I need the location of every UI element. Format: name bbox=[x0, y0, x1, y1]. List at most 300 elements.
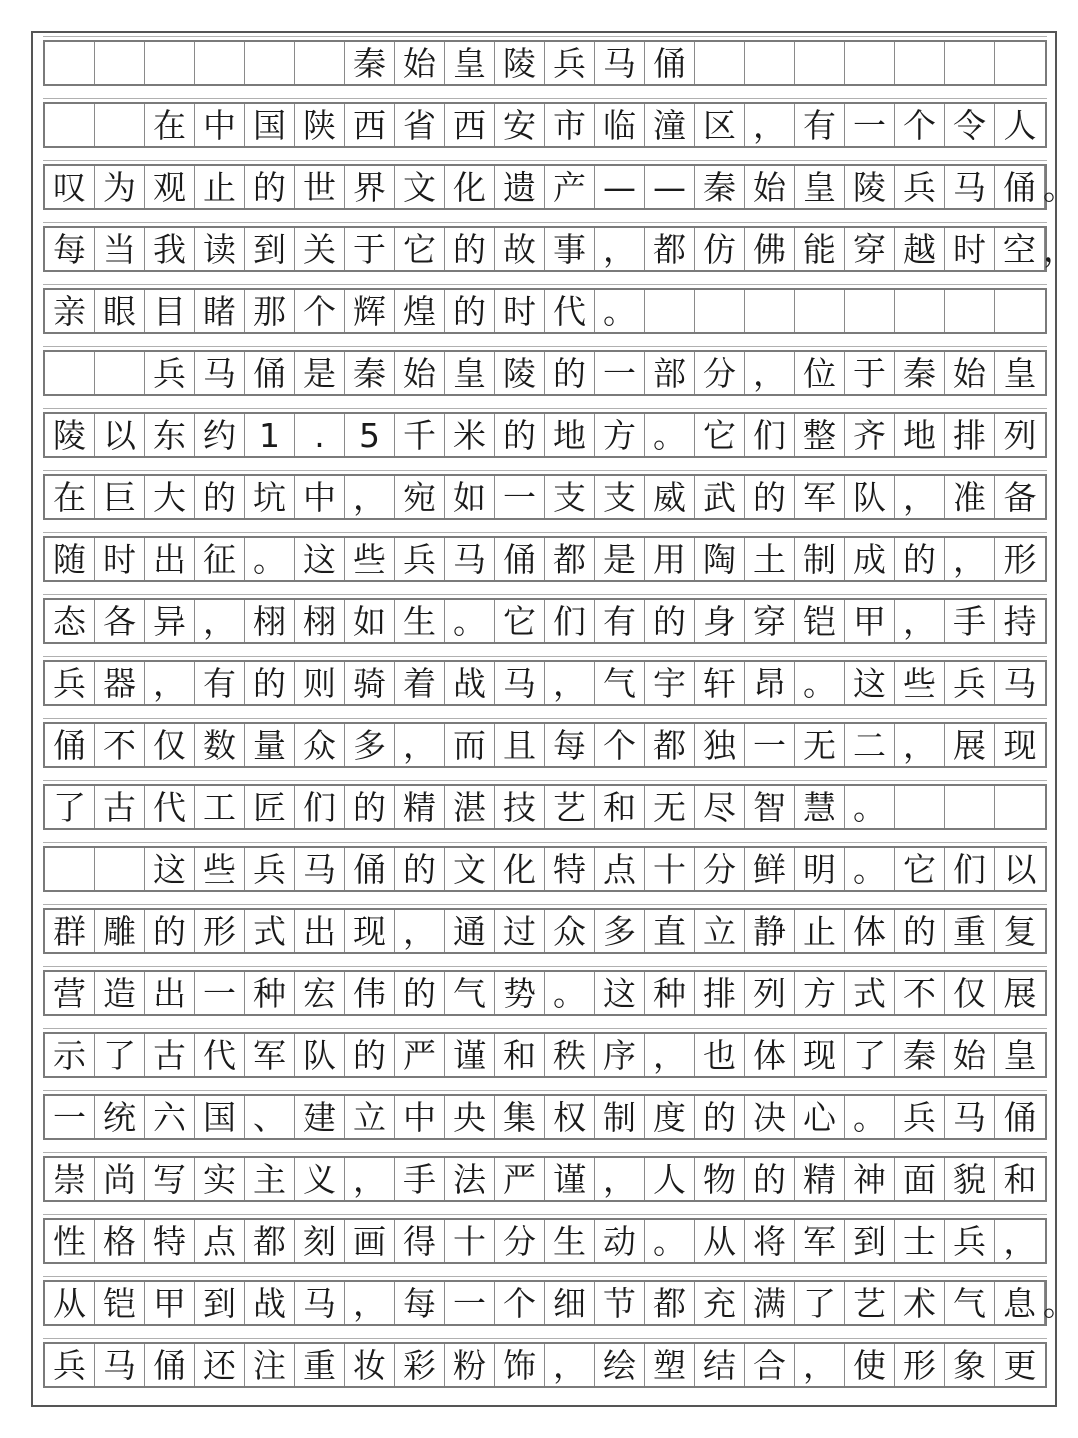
grid-cell: 军 bbox=[795, 1220, 845, 1262]
grid-cell: 二 bbox=[845, 724, 895, 766]
grid-cell: 伟 bbox=[345, 972, 395, 1014]
grid-cell: 马 bbox=[945, 166, 995, 208]
grid-cell bbox=[995, 290, 1045, 332]
grid-cell: 个 bbox=[295, 290, 345, 332]
grid-cell: 们 bbox=[745, 414, 795, 456]
grid-cell: 点 bbox=[195, 1220, 245, 1262]
grid-cell: 雕 bbox=[95, 910, 145, 952]
grid-cell: 佛 bbox=[745, 228, 795, 270]
grid-cell: 形 bbox=[195, 910, 245, 952]
grid-cell: 能 bbox=[795, 228, 845, 270]
grid-cell: 则 bbox=[295, 662, 345, 704]
grid-cell: 战 bbox=[245, 1282, 295, 1324]
grid-cell: 到 bbox=[845, 1220, 895, 1262]
title-cell: 皇 bbox=[445, 42, 495, 84]
grid-cell: 得 bbox=[395, 1220, 445, 1262]
grid-cell: 准 bbox=[945, 476, 995, 518]
grid-cell bbox=[95, 352, 145, 394]
grid-cell: 它 bbox=[695, 414, 745, 456]
grid-cell: 特 bbox=[145, 1220, 195, 1262]
grid-cell: 一 bbox=[845, 104, 895, 146]
grid-cell: 以 bbox=[1003, 849, 1037, 889]
title-cell bbox=[195, 42, 245, 84]
grid-cell: 匠 bbox=[245, 786, 295, 828]
grid-cell: 艺 bbox=[545, 786, 595, 828]
grid-cell: 战 bbox=[445, 662, 495, 704]
grid-cell: 的 bbox=[245, 166, 295, 208]
grid-cell: 注 bbox=[245, 1344, 295, 1386]
grid-cell: 安 bbox=[495, 104, 545, 146]
grid-cell: 神 bbox=[845, 1158, 895, 1200]
grid-cell: 更 bbox=[1003, 1345, 1037, 1385]
grid-cell: 艺 bbox=[845, 1282, 895, 1324]
grid-cell: 栩 bbox=[295, 600, 345, 642]
grid-cell: 亲 bbox=[45, 290, 95, 332]
grid-cell: 精 bbox=[395, 786, 445, 828]
grid-cell: 事 bbox=[545, 228, 595, 270]
grid-cell bbox=[745, 290, 795, 332]
grid-cell: 穿 bbox=[745, 600, 795, 642]
grid-cell: 兵 bbox=[945, 662, 995, 704]
grid-cell: 始 bbox=[945, 352, 995, 394]
grid-cell: 是 bbox=[295, 352, 345, 394]
grid-cell: 秦 bbox=[895, 352, 945, 394]
grid-cell: 骑 bbox=[345, 662, 395, 704]
grid-cell: 过 bbox=[495, 910, 545, 952]
grid-cell: 士 bbox=[895, 1220, 945, 1262]
grid-cell: 统 bbox=[95, 1096, 145, 1138]
grid-cell: 地 bbox=[895, 414, 945, 456]
grid-cell: 为 bbox=[95, 166, 145, 208]
grid-cell: 制 bbox=[795, 538, 845, 580]
grid-cell: 那 bbox=[245, 290, 295, 332]
grid-cell: 们 bbox=[945, 848, 995, 890]
grid-cell: 始 bbox=[395, 352, 445, 394]
grid-cell: 兵 bbox=[895, 1096, 945, 1138]
grid-cell: 个 bbox=[595, 724, 645, 766]
grid-cell: 到 bbox=[245, 228, 295, 270]
grid-cell: 建 bbox=[295, 1096, 345, 1138]
grid-cell: ， bbox=[745, 352, 795, 394]
grid-cell: 皇 bbox=[795, 166, 845, 208]
title-row bbox=[43, 40, 1047, 86]
grid-cell: 不 bbox=[95, 724, 145, 766]
grid-cell: 的 bbox=[495, 414, 545, 456]
grid-cell: 界 bbox=[345, 166, 395, 208]
grid-row bbox=[43, 288, 1047, 334]
grid-cell: 法 bbox=[445, 1158, 495, 1200]
grid-cell: 的 bbox=[445, 228, 495, 270]
grid-cell: 尚 bbox=[95, 1158, 145, 1200]
grid-cell: 集 bbox=[495, 1096, 545, 1138]
grid-cell: 地 bbox=[545, 414, 595, 456]
grid-cell: 序 bbox=[595, 1034, 645, 1076]
grid-cell: 使 bbox=[845, 1344, 895, 1386]
grid-cell: 崇 bbox=[45, 1158, 95, 1200]
grid-cell: 展 bbox=[945, 724, 995, 766]
grid-cell: — bbox=[595, 166, 645, 208]
grid-cell: 写 bbox=[145, 1158, 195, 1200]
grid-cell: 明 bbox=[795, 848, 845, 890]
grid-cell: 精 bbox=[795, 1158, 845, 1200]
grid-cell: ， bbox=[395, 724, 445, 766]
grid-cell: 俑 bbox=[1003, 1097, 1037, 1137]
grid-cell: 国 bbox=[245, 104, 295, 146]
grid-cell: 六 bbox=[145, 1096, 195, 1138]
grid-cell: 结 bbox=[695, 1344, 745, 1386]
grid-cell: 满 bbox=[745, 1282, 795, 1324]
grid-cell bbox=[795, 290, 845, 332]
margin-punctuation: ， bbox=[1043, 230, 1076, 269]
grid-cell: ， bbox=[545, 662, 595, 704]
grid-cell: 。 bbox=[845, 1096, 895, 1138]
grid-cell: 时 bbox=[95, 538, 145, 580]
grid-cell: ， bbox=[895, 724, 945, 766]
grid-row bbox=[43, 908, 1047, 954]
grid-cell: 兵 bbox=[145, 352, 195, 394]
grid-cell: 。 bbox=[245, 538, 295, 580]
grid-cell: 千 bbox=[395, 414, 445, 456]
grid-cell: 了 bbox=[795, 1282, 845, 1324]
grid-cell: 们 bbox=[545, 600, 595, 642]
grid-cell: 些 bbox=[195, 848, 245, 890]
grid-cell: 随 bbox=[45, 538, 95, 580]
grid-cell: 器 bbox=[95, 662, 145, 704]
grid-cell: 的 bbox=[345, 786, 395, 828]
grid-cell bbox=[845, 290, 895, 332]
grid-cell: 甲 bbox=[145, 1282, 195, 1324]
grid-cell: 手 bbox=[945, 600, 995, 642]
grid-cell: 我 bbox=[145, 228, 195, 270]
grid-cell: 5 bbox=[345, 414, 395, 456]
grid-cell: 都 bbox=[645, 724, 695, 766]
title-cell bbox=[995, 42, 1045, 84]
grid-cell: 用 bbox=[645, 538, 695, 580]
grid-cell: 排 bbox=[945, 414, 995, 456]
grid-row bbox=[43, 1156, 1047, 1202]
grid-cell: 世 bbox=[295, 166, 345, 208]
grid-cell: 俑 bbox=[245, 352, 295, 394]
grid-cell: 陶 bbox=[695, 538, 745, 580]
composition-grid bbox=[43, 40, 1076, 1404]
grid-cell: 文 bbox=[445, 848, 495, 890]
grid-cell: 它 bbox=[895, 848, 945, 890]
grid-cell: 兵 bbox=[45, 662, 95, 704]
grid-cell: 粉 bbox=[445, 1344, 495, 1386]
grid-cell: 些 bbox=[895, 662, 945, 704]
grid-cell: 陕 bbox=[295, 104, 345, 146]
title-cell bbox=[145, 42, 195, 84]
grid-cell: 方 bbox=[795, 972, 845, 1014]
grid-cell: 队 bbox=[295, 1034, 345, 1076]
grid-cell: 生 bbox=[545, 1220, 595, 1262]
margin-punctuation: 。 bbox=[1043, 168, 1076, 207]
grid-cell: 的 bbox=[395, 972, 445, 1014]
grid-cell: 实 bbox=[195, 1158, 245, 1200]
grid-cell: 中 bbox=[295, 476, 345, 518]
grid-row bbox=[43, 1032, 1047, 1078]
grid-cell: 俑 bbox=[995, 166, 1045, 208]
grid-cell: 潼 bbox=[645, 104, 695, 146]
grid-cell: 一 bbox=[495, 476, 545, 518]
grid-cell: 每 bbox=[395, 1282, 445, 1324]
grid-cell: 始 bbox=[745, 166, 795, 208]
grid-cell: 妆 bbox=[345, 1344, 395, 1386]
grid-cell: 仅 bbox=[945, 972, 995, 1014]
grid-cell: 将 bbox=[745, 1220, 795, 1262]
grid-cell: 陵 bbox=[495, 352, 545, 394]
grid-row bbox=[43, 1218, 1047, 1264]
grid-cell: ， bbox=[345, 1282, 395, 1324]
grid-cell: 体 bbox=[845, 910, 895, 952]
grid-cell: 方 bbox=[595, 414, 645, 456]
title-cell: 始 bbox=[395, 42, 445, 84]
grid-cell: 马 bbox=[945, 1096, 995, 1138]
title-cell: 马 bbox=[595, 42, 645, 84]
grid-cell: 个 bbox=[495, 1282, 545, 1324]
grid-cell: 秦 bbox=[695, 166, 745, 208]
grid-cell: 和 bbox=[595, 786, 645, 828]
grid-row bbox=[43, 1342, 1047, 1388]
grid-cell: 时 bbox=[495, 290, 545, 332]
grid-cell: 决 bbox=[745, 1096, 795, 1138]
grid-cell: 性 bbox=[45, 1220, 95, 1262]
grid-cell: 于 bbox=[345, 228, 395, 270]
grid-cell: 生 bbox=[395, 600, 445, 642]
grid-cell: 兵 bbox=[395, 538, 445, 580]
grid-cell: 种 bbox=[645, 972, 695, 1014]
grid-cell: 谨 bbox=[545, 1158, 595, 1200]
grid-cell: ， bbox=[595, 228, 645, 270]
grid-cell: 严 bbox=[395, 1034, 445, 1076]
grid-cell: 马 bbox=[295, 848, 345, 890]
grid-cell: 中 bbox=[195, 104, 245, 146]
grid-cell: 兵 bbox=[895, 166, 945, 208]
grid-cell: 甲 bbox=[845, 600, 895, 642]
grid-row bbox=[43, 1094, 1047, 1140]
grid-row bbox=[43, 1280, 1076, 1326]
grid-cell: 塑 bbox=[645, 1344, 695, 1386]
grid-cell: 直 bbox=[645, 910, 695, 952]
grid-cell: 区 bbox=[695, 104, 745, 146]
grid-cell: 持 bbox=[1003, 601, 1037, 641]
grid-cell: 无 bbox=[795, 724, 845, 766]
grid-cell: 权 bbox=[545, 1096, 595, 1138]
grid-cell: 关 bbox=[295, 228, 345, 270]
grid-cell: 十 bbox=[445, 1220, 495, 1262]
grid-cell: 展 bbox=[1003, 973, 1037, 1013]
grid-cell: 马 bbox=[1003, 663, 1037, 703]
grid-cell: 于 bbox=[845, 352, 895, 394]
grid-cell: 辉 bbox=[345, 290, 395, 332]
grid-cell: 尽 bbox=[695, 786, 745, 828]
grid-cell: 的 bbox=[345, 1034, 395, 1076]
grid-cell: 古 bbox=[95, 786, 145, 828]
grid-cell: 也 bbox=[695, 1034, 745, 1076]
grid-cell bbox=[45, 104, 95, 146]
grid-cell: ， bbox=[195, 600, 245, 642]
title-cell bbox=[745, 42, 795, 84]
grid-cell: 出 bbox=[145, 972, 195, 1014]
grid-cell: 现 bbox=[345, 910, 395, 952]
title-cell bbox=[95, 42, 145, 84]
grid-cell: 整 bbox=[795, 414, 845, 456]
grid-cell: 异 bbox=[145, 600, 195, 642]
grid-cell: 产 bbox=[545, 166, 595, 208]
grid-cell: 个 bbox=[895, 104, 945, 146]
grid-cell: 工 bbox=[195, 786, 245, 828]
grid-cell: 多 bbox=[345, 724, 395, 766]
title-cell bbox=[245, 42, 295, 84]
grid-cell: 轩 bbox=[695, 662, 745, 704]
grid-row bbox=[43, 474, 1047, 520]
grid-cell: ， bbox=[945, 538, 995, 580]
grid-cell: 湛 bbox=[445, 786, 495, 828]
grid-cell: 细 bbox=[545, 1282, 595, 1324]
grid-cell: ， bbox=[545, 1344, 595, 1386]
grid-cell: 备 bbox=[1003, 477, 1037, 517]
grid-cell: 鲜 bbox=[745, 848, 795, 890]
grid-cell: 马 bbox=[445, 538, 495, 580]
grid-cell: 马 bbox=[195, 352, 245, 394]
grid-cell: 叹 bbox=[45, 166, 95, 208]
grid-cell: 的 bbox=[445, 290, 495, 332]
grid-cell: ， bbox=[395, 910, 445, 952]
grid-cell: 独 bbox=[695, 724, 745, 766]
grid-cell: 威 bbox=[645, 476, 695, 518]
grid-cell: 着 bbox=[395, 662, 445, 704]
grid-cell: 饰 bbox=[495, 1344, 545, 1386]
grid-cell: 兵 bbox=[245, 848, 295, 890]
grid-cell: 节 bbox=[595, 1282, 645, 1324]
grid-cell bbox=[95, 848, 145, 890]
grid-cell: 在 bbox=[45, 476, 95, 518]
title-cell: 秦 bbox=[345, 42, 395, 84]
grid-cell: 各 bbox=[95, 600, 145, 642]
grid-cell: 齐 bbox=[845, 414, 895, 456]
grid-cell: 到 bbox=[195, 1282, 245, 1324]
grid-cell: 一 bbox=[445, 1282, 495, 1324]
grid-cell: 仅 bbox=[145, 724, 195, 766]
grid-cell: 都 bbox=[545, 538, 595, 580]
grid-cell: 目 bbox=[145, 290, 195, 332]
grid-cell: 代 bbox=[545, 290, 595, 332]
grid-cell: 部 bbox=[645, 352, 695, 394]
grid-cell: 人 bbox=[1003, 105, 1037, 145]
grid-cell: 势 bbox=[495, 972, 545, 1014]
grid-cell: 谨 bbox=[445, 1034, 495, 1076]
grid-cell: 示 bbox=[45, 1034, 95, 1076]
grid-cell: 了 bbox=[845, 1034, 895, 1076]
grid-cell: 央 bbox=[445, 1096, 495, 1138]
grid-cell: 代 bbox=[195, 1034, 245, 1076]
grid-cell: 制 bbox=[595, 1096, 645, 1138]
grid-cell: 都 bbox=[245, 1220, 295, 1262]
grid-cell: 而 bbox=[445, 724, 495, 766]
grid-cell bbox=[895, 786, 945, 828]
grid-cell: 宇 bbox=[645, 662, 695, 704]
grid-cell: 形 bbox=[1003, 539, 1037, 579]
grid-cell: 分 bbox=[495, 1220, 545, 1262]
grid-cell: 量 bbox=[245, 724, 295, 766]
grid-cell: 动 bbox=[595, 1220, 645, 1262]
grid-cell: 的 bbox=[745, 476, 795, 518]
grid-cell: 巨 bbox=[95, 476, 145, 518]
grid-cell: 米 bbox=[445, 414, 495, 456]
grid-cell: 排 bbox=[695, 972, 745, 1014]
title-cell bbox=[295, 42, 345, 84]
grid-cell: ， bbox=[795, 1344, 845, 1386]
grid-cell: 重 bbox=[295, 1344, 345, 1386]
grid-cell: 它 bbox=[395, 228, 445, 270]
grid-cell: 队 bbox=[845, 476, 895, 518]
grid-cell: 和 bbox=[495, 1034, 545, 1076]
grid-cell bbox=[995, 786, 1045, 828]
grid-cell: 如 bbox=[345, 600, 395, 642]
grid-cell bbox=[45, 352, 95, 394]
grid-cell: 义 bbox=[295, 1158, 345, 1200]
grid-cell: ， bbox=[645, 1034, 695, 1076]
grid-cell: 群 bbox=[45, 910, 95, 952]
grid-cell: 从 bbox=[695, 1220, 745, 1262]
grid-cell: . bbox=[295, 414, 345, 456]
grid-cell: 仿 bbox=[695, 228, 745, 270]
grid-cell: 些 bbox=[345, 538, 395, 580]
grid-cell: 特 bbox=[545, 848, 595, 890]
grid-cell: 俑 bbox=[495, 538, 545, 580]
grid-cell: 的 bbox=[645, 600, 695, 642]
grid-cell: 心 bbox=[795, 1096, 845, 1138]
grid-cell: 武 bbox=[695, 476, 745, 518]
grid-cell: 、 bbox=[245, 1096, 295, 1138]
grid-cell: 的 bbox=[395, 848, 445, 890]
grid-cell bbox=[895, 290, 945, 332]
grid-cell: 故 bbox=[495, 228, 545, 270]
grid-cell: 栩 bbox=[245, 600, 295, 642]
grid-cell: 省 bbox=[395, 104, 445, 146]
grid-cell: 土 bbox=[745, 538, 795, 580]
grid-cell: 令 bbox=[945, 104, 995, 146]
grid-cell: 息 bbox=[995, 1282, 1045, 1324]
grid-row bbox=[43, 722, 1047, 768]
grid-cell: 不 bbox=[895, 972, 945, 1014]
grid-cell: 营 bbox=[45, 972, 95, 1014]
grid-cell: 象 bbox=[945, 1344, 995, 1386]
title-cell bbox=[895, 42, 945, 84]
grid-cell: 读 bbox=[195, 228, 245, 270]
title-cell: 俑 bbox=[645, 42, 695, 84]
grid-cell bbox=[945, 290, 995, 332]
grid-cell: ， bbox=[895, 600, 945, 642]
grid-cell: 睹 bbox=[195, 290, 245, 332]
grid-cell: 当 bbox=[95, 228, 145, 270]
grid-cell: 观 bbox=[145, 166, 195, 208]
grid-cell: ， bbox=[345, 1158, 395, 1200]
grid-cell: 军 bbox=[245, 1034, 295, 1076]
grid-cell: 宏 bbox=[295, 972, 345, 1014]
grid-cell: 是 bbox=[595, 538, 645, 580]
grid-cell: 众 bbox=[295, 724, 345, 766]
grid-cell: 支 bbox=[595, 476, 645, 518]
grid-cell: 皇 bbox=[1003, 1035, 1037, 1075]
grid-cell: 态 bbox=[45, 600, 95, 642]
grid-cell: 煌 bbox=[395, 290, 445, 332]
grid-cell: 有 bbox=[795, 104, 845, 146]
grid-cell: 一 bbox=[745, 724, 795, 766]
grid-cell: 严 bbox=[495, 1158, 545, 1200]
grid-cell: 秦 bbox=[895, 1034, 945, 1076]
grid-cell: 西 bbox=[345, 104, 395, 146]
